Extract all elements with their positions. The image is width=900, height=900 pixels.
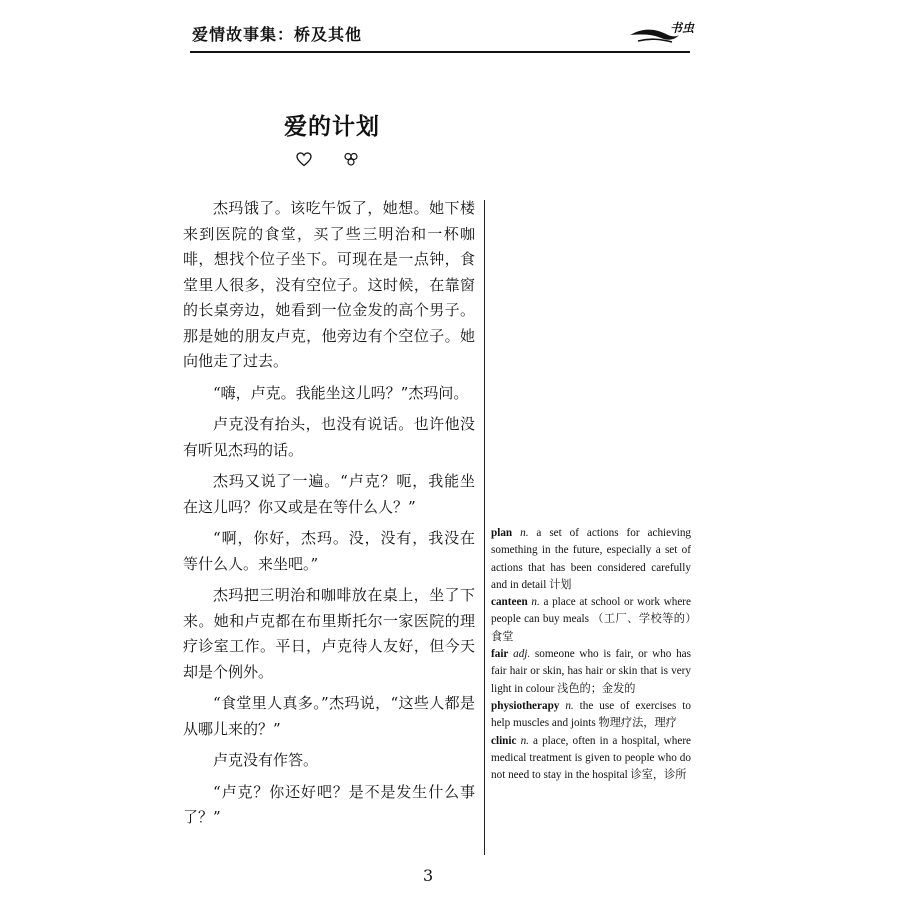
header-rule xyxy=(190,51,690,53)
glossary-definition: a place at school or work where people can buy meals （工厂、学校等的）食堂 xyxy=(491,596,692,643)
glossary-word: canteen xyxy=(491,596,528,609)
glossary-word: plan xyxy=(491,527,513,539)
story-text xyxy=(183,196,475,837)
story-paragraph: 杰玛又说了一遍。“卢克？呃，我能坐在这儿吗？你又或是在等什么人？” xyxy=(183,472,475,516)
story-paragraph: “嗨，卢克。我能坐这儿吗？”杰玛问。 xyxy=(213,383,469,402)
glossary xyxy=(491,525,691,784)
glossary-definition: a set of actions for achieving something in the future, especially a set of actions that has been considered carefully and in detail 计划 xyxy=(491,527,692,591)
glossary-entry-canteen xyxy=(491,594,691,646)
heart-ornament-icon xyxy=(296,152,312,167)
glossary-entry-clinic xyxy=(491,733,691,785)
story-paragraph: 卢克没有抬头，也没有说话。也许他没有听见杰玛的话。 xyxy=(183,415,475,459)
glossary-definition: a place, often in a hospital, where medical treatment is given to people who do not need to stay in the hospital 诊室，诊所 xyxy=(491,734,692,782)
book-title: 爱情故事集：桥及其他 xyxy=(192,25,363,44)
column-divider xyxy=(484,200,485,855)
story-paragraph: “啊，你好，杰玛。没，没有，我没在等什么人。来坐吧。” xyxy=(183,529,475,573)
glossary-entry-fair xyxy=(491,646,691,698)
brand-logo xyxy=(628,18,698,46)
story-paragraph: 卢克没有作答。 xyxy=(213,751,319,769)
page-number: 3 xyxy=(423,866,434,885)
glossary-entry-plan xyxy=(491,525,691,594)
glossary-definition: the use of exercises to help muscles and joints 物理疗法，理疗 xyxy=(491,699,691,730)
glossary-word: physiotherapy xyxy=(491,699,560,712)
glossary-part-of-speech: n. xyxy=(520,527,529,539)
story-paragraph: “食堂里人真多。”杰玛说，“这些人都是从哪儿来的？” xyxy=(183,694,475,738)
glossary-entry-physiotherapy xyxy=(491,698,691,733)
glossary-word: fair xyxy=(491,648,509,661)
chapter-title: 爱的计划 xyxy=(284,114,380,140)
glossary-part-of-speech: adj. xyxy=(513,648,531,661)
clover-ornament-icon xyxy=(343,152,359,167)
glossary-word: clinic xyxy=(491,734,517,747)
story-paragraph: 杰玛把三明治和咖啡放在桌上，坐了下来。她和卢克都在布里斯托尔一家医院的理疗诊室工作。平日，卢克待人友好，但今天却是个例外。 xyxy=(183,586,475,681)
glossary-part-of-speech: n. xyxy=(531,596,540,609)
glossary-part-of-speech: n. xyxy=(565,699,574,712)
story-paragraph: 杰玛饿了。该吃午饭了，她想。她下楼来到医院的食堂，买了些三明治和一杯咖啡，想找个位子坐下。可现在是一点钟，食堂里人很多，没有空位子。这时候，在靠窗的长桌旁边，她看到一位金发的高个男子。那是她的朋友卢克，他旁边有个空位子。她向他走了过去。 xyxy=(183,199,475,370)
glossary-part-of-speech: n. xyxy=(520,734,529,747)
story-paragraph: “卢克？你还好吧？是不是发生什么事了？” xyxy=(183,782,475,826)
brand-label: 书虫 xyxy=(669,21,694,35)
glossary-definition: someone who is fair, or who has fair hair or skin, has hair or skin that is very light in colour 浅色的；金发的 xyxy=(491,648,691,695)
